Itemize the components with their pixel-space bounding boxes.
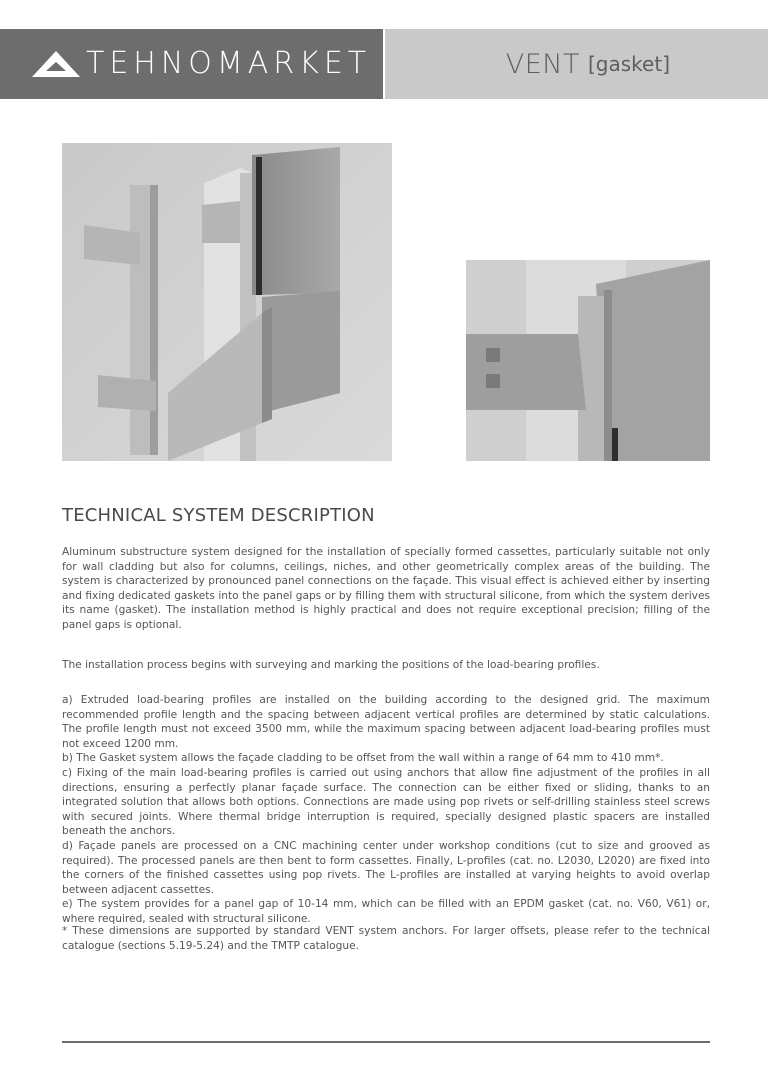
process-paragraph: The installation process begins with surveying and marking the positions of the load-bearing profiles. (62, 659, 600, 671)
product-name: VENT (505, 48, 580, 80)
intro-paragraph: Aluminum substructure system designed for the installation of specially formed cassettes, particularly suitable not only for wall cladding but also for columns, ceilings, niches, and other geometrically complex areas of the building. The system is characterized by pronounced panel connections on the façade. This visual effect is achieved either by inserting and fixing dedicated gaskets into the panel gaps or by filling them with structural silicone, from which the system derives its name (gasket). The installation method is highly practical and does not require exceptional precision; filling of the panel gaps is optional. (62, 546, 710, 631)
footnote: * These dimensions are supported by standard VENT system anchors. For larger offsets, please refer to the technical catalogue (sections 5.19-5.24) and the TMTP catalogue. (62, 925, 710, 952)
footer-divider (62, 1041, 710, 1043)
installation-steps (62, 693, 710, 927)
brand-name: TEHNOMARKET (86, 46, 372, 81)
list-item: c) Fixing of the main load-bearing profiles is carried out using anchors that allow fine adjustment of the profiles in all directions, ensuring a perfectly planar façade surface. The connection can be either fixed or sliding, thanks to an integrated solution that allows both options. Connections are made using pop rivets or self-drilling stainless steel screws with secured joints. Where thermal bridge interruption is required, specially designed plastic spacers are installed beneath the anchors. (62, 766, 710, 838)
section-title: TECHNICAL SYSTEM DESCRIPTION (62, 505, 375, 526)
triangle-logo-icon (30, 49, 82, 79)
system-overview-image (62, 143, 392, 461)
list-item: e) The system provides for a panel gap of 10-14 mm, which can be filled with an EPDM gasket (cat. no. V60, V61) or, where required, sealed with structural silicone. (62, 898, 710, 925)
anchor-detail-image (466, 260, 710, 461)
list-item: a) Extruded load-bearing profiles are installed on the building according to the designed grid. The maximum recommended profile length and the spacing between adjacent vertical profiles are determined by static calculations. The profile length must not exceed 3500 mm, while the maximum spacing between adjacent load-bearing profiles must not exceed 1200 mm. (62, 694, 710, 750)
list-item: d) Façade panels are processed on a CNC machining center under workshop conditions (cut to size and grooved as required). The processed panels are then bent to form cassettes. Finally, L-profiles (cat. no. L2030, L2020) are fixed into the corners of the finished cassettes using pop rivets. The L-profiles are installed at varying heights to avoid overlap between adjacent cassettes. (62, 839, 710, 896)
product-header (385, 29, 768, 99)
brand-header (0, 29, 383, 99)
list-item: b) The Gasket system allows the façade cladding to be offset from the wall within a range of 64 mm to 410 mm*. (62, 752, 664, 765)
product-subtitle: [gasket] (588, 52, 670, 76)
